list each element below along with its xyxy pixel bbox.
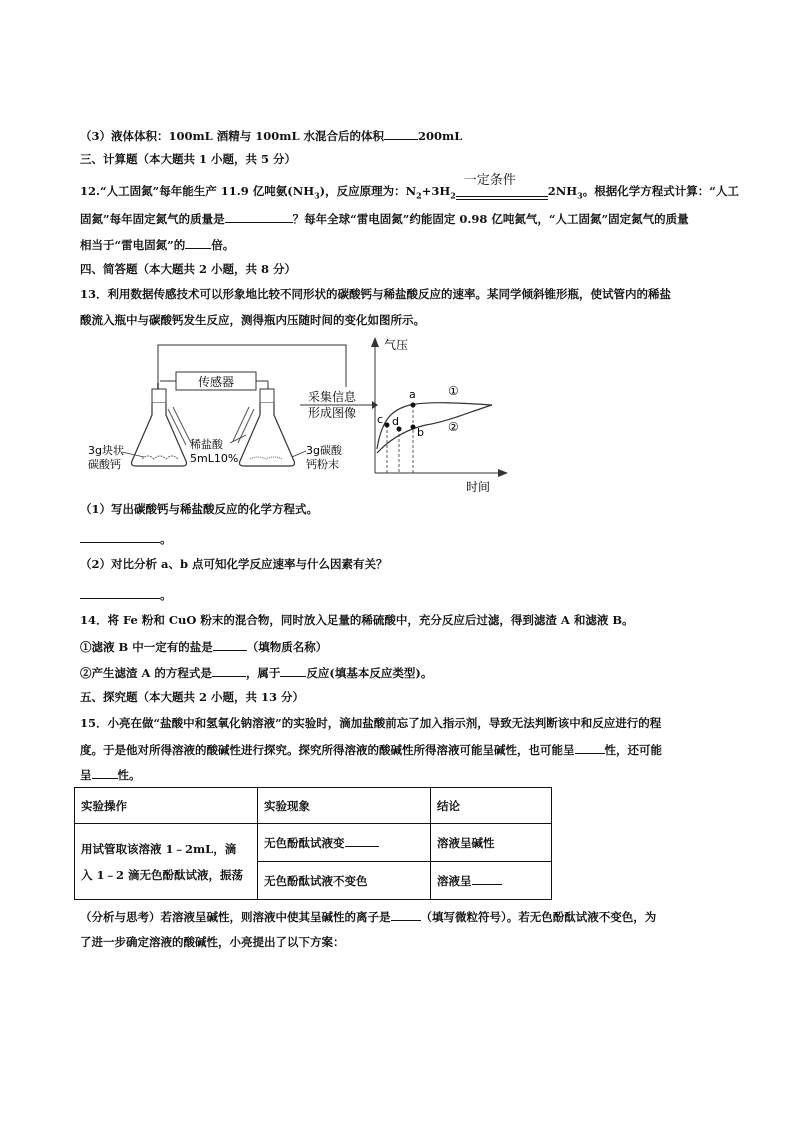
table-cell-conclusion: 溶液呈碱性	[431, 824, 552, 862]
left-label-1: 3g块状	[88, 444, 124, 457]
y-axis-label: 气压	[384, 338, 409, 352]
table-header-cell: 结论	[431, 788, 552, 824]
table-cell-operation: 用试管取该溶液 1﹣2mL，滴 入 1﹣2 滴无色酚酞试液，振荡	[75, 824, 258, 900]
question-13-line1: 13．利用数据传感技术可以形象地比较不同形状的碳酸钙与稀盐酸反应的速率。某同学倾斜锥形瓶，使试管内的稀盐	[80, 287, 671, 301]
experiment-diagram	[80, 335, 520, 495]
table-cell-conclusion: 溶液呈	[431, 862, 552, 900]
question-13-part2: （2）对比分析 a、b 点可知化学反应速率与什么因素有关？	[80, 557, 388, 571]
label-a: a	[409, 388, 416, 401]
section-heading-inquiry: 五、探究题（本大题共 2 小题，共 13 分）	[80, 690, 305, 704]
right-flask	[233, 389, 295, 466]
collect-label-1: 采集信息	[308, 390, 357, 404]
question-13-part1: （1）写出碳酸钙与稀盐酸反应的化学方程式。	[80, 502, 318, 516]
right-label-2: 钙粉末	[306, 458, 339, 471]
label-c: c	[377, 413, 384, 426]
pressure-graph	[371, 337, 508, 494]
answer-line-2: 。	[80, 586, 172, 603]
reaction-condition-arrow: 一定条件	[456, 187, 548, 203]
answer-blank	[225, 210, 293, 223]
question-12-line1: 12.“人工固氮”每年能生产 11.9 亿吨氨$(NH_3)$，反应原理为：$N_2+3H_2$ 一定条件 $2NH_3$。根据化学方程式计算：“人工	[80, 183, 739, 203]
point-a	[411, 403, 416, 408]
question-12-line2: 固氮”每年固定氮气的质量是 ？每年全球“雷电固氮”约能固定 0.98 亿吨氮气，“人工固氮”固定氮气的质量	[80, 212, 689, 226]
section-heading-short: 四、简答题（本大题共 2 小题，共 8 分）	[80, 262, 297, 276]
analysis-line2: 了进一步确定溶液的酸碱性，小亮提出了以下方案：	[80, 935, 345, 949]
question-volume: （3）液体体积：100mL 酒精与 100mL 水混合后的体积 200mL	[80, 129, 463, 143]
point-b	[411, 425, 416, 430]
table-header-row	[75, 788, 552, 824]
analysis-line1: （分析与思考）若溶液呈碱性，则溶液中使其呈碱性的离子是 （填写微粒符号）。若无色酚酞试液不变色，为	[80, 910, 657, 924]
question-12-line3: 相当于“雷电固氮”的 倍。	[80, 238, 235, 252]
point-c	[385, 423, 390, 428]
question-14-line2: ①滤液 B 中一定有的盐是 （填物质名称）	[80, 640, 328, 654]
table-header-cell: 实验现象	[258, 788, 431, 824]
question-14-line1: 14．将 Fe 粉和 CuO 粉末的混合物，同时放入足量的稀硫酸中，充分反应后过滤，得到滤渣 A 和滤液 B。	[80, 613, 634, 627]
acid-label-1: 稀盐酸	[190, 438, 223, 451]
question-13-line2: 酸流入瓶中与碳酸钙发生反应，测得瓶内压随时间的变化如图所示。	[80, 313, 425, 327]
answer-line-1: 。	[80, 530, 172, 547]
question-14-line3: ②产生滤渣 A 的方程式是 ，属于 反应(填基本反应类型)。	[80, 666, 433, 680]
table-row	[75, 824, 552, 862]
table-cell-phenomenon: 无色酚酞试液变	[258, 824, 431, 862]
answer-blank	[384, 127, 418, 140]
left-flask	[132, 383, 192, 466]
sensor-label: 传感器	[197, 375, 235, 389]
table-cell-phenomenon: 无色酚酞试液不变色	[258, 862, 431, 900]
right-label-1: 3g碳酸	[306, 444, 342, 457]
answer-blank	[185, 236, 211, 249]
section-heading-calc: 三、计算题（本大题共 1 小题，共 5 分）	[80, 152, 297, 166]
question-15-line3: 呈 性。	[80, 768, 141, 782]
collect-label-2: 形成图像	[308, 406, 357, 420]
curve-1-label: ①	[448, 384, 459, 398]
question-15-line1: 15．小亮在做“盐酸中和氢氧化钠溶液”的实验时，滴加盐酸前忘了加入指示剂，导致无法判断该中和反应进行的程	[80, 716, 662, 730]
label-d: d	[392, 415, 399, 428]
acid-label-2: 5mL10%	[190, 452, 239, 465]
x-axis-label: 时间	[466, 480, 491, 494]
table-header-cell: 实验操作	[75, 788, 258, 824]
label-b: b	[417, 426, 424, 439]
left-label-2: 碳酸钙	[88, 458, 121, 471]
experiment-table	[74, 787, 552, 900]
question-15-line2: 度。于是他对所得溶液的酸碱性进行探究。探究所得溶液的酸碱性所得溶液可能呈碱性，也可能呈 性，还可能	[80, 743, 662, 757]
curve-2-label: ②	[448, 420, 459, 434]
